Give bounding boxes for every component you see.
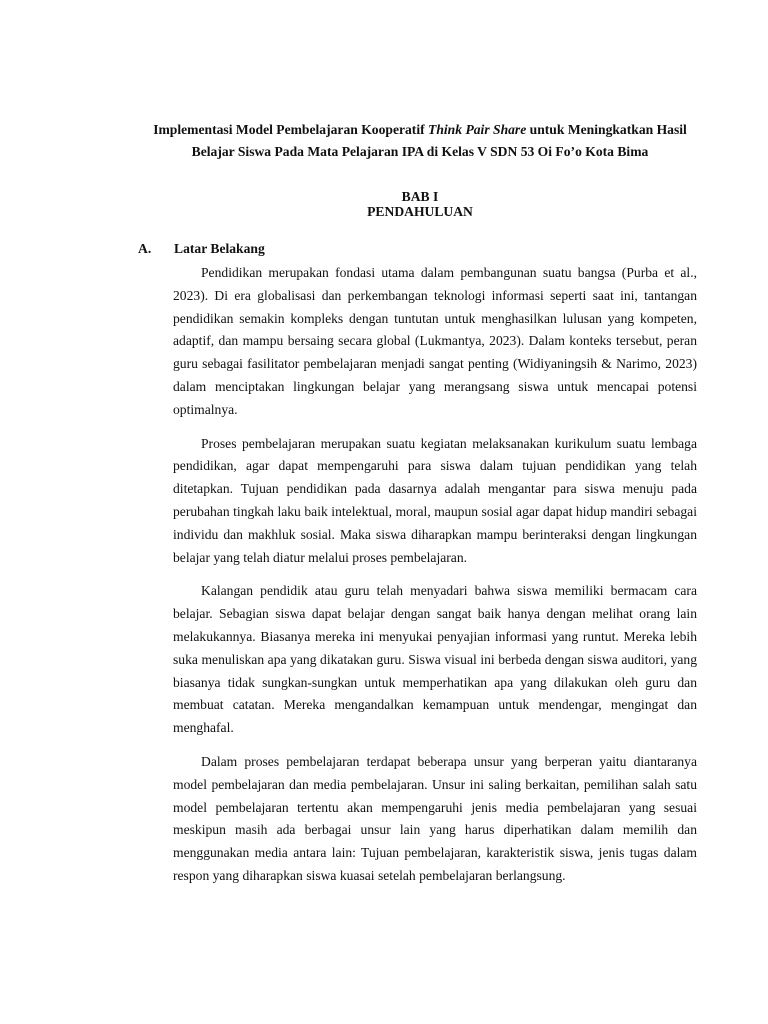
title-text-italic: Think Pair Share — [428, 122, 527, 137]
chapter-heading — [120, 189, 720, 219]
chapter-name: PENDAHULUAN — [367, 204, 473, 219]
title-text-part1: Implementasi Model Pembelajaran Kooperatif — [153, 122, 429, 137]
paragraph: Pendidikan merupakan fondasi utama dalam pembangunan suatu bangsa (Purba et al., 2023). Di era globalisasi dan perkembangan teknologi informasi seperti saat ini, tantangan pendidikan semakin kompleks dengan tuntutan untuk menghasilkan lulusan yang kompeten, adaptif, dan mampu bersaing secara global (Lukmantya, 2023). Dalam konteks tersebut, peran guru sebagai fasilitator pembelajaran menjadi sangat penting (Widiyaningsih & Narimo, 2023) dalam menciptakan lingkungan belajar yang merangsang siswa untuk mencapai potensi optimalnya. — [173, 265, 697, 417]
title-line-2: Belajar Siswa Pada Mata Pelajaran IPA di Kelas V SDN 53 Oi Fo’o Kota Bima — [191, 144, 649, 159]
paragraph: Dalam proses pembelajaran terdapat beberapa unsur yang berperan yaitu diantaranya model pembelajaran dan media pembelajaran. Unsur ini saling berkaitan, pemilihan salah satu model pembelajaran tertentu akan mempengaruhi jenis media pembelajaran yang sesuai meskipun masih ada berbagai unsur lain yang harus diperhatikan dalam memilih dan menggunakan media antara lain: Tujuan pembelajaran, karakteristik siswa, jenis tugas dalam respon yang diharapkan siswa kuasai setelah pembelajaran berlangsung. — [173, 753, 697, 883]
section-title: Latar Belakang — [174, 241, 265, 256]
section-body — [173, 262, 697, 899]
section-heading — [138, 240, 265, 258]
section-number: A. — [138, 241, 152, 256]
title-line-1 — [120, 119, 720, 141]
document-title — [120, 119, 720, 163]
title-text-part2: untuk Meningkatkan Hasil — [526, 122, 687, 137]
chapter-number: BAB I — [401, 189, 439, 204]
paragraph: Proses pembelajaran merupakan suatu kegiatan melaksanakan kurikulum suatu lembaga pendidikan, agar dapat mempengaruhi para siswa dalam tujuan pendidikan yang telah ditetapkan. Tujuan pendidikan pada dasarnya adalah mengantar para siswa menuju pada perubahan tingkah laku baik intelektual, moral, maupun sosial agar dapat hidup mandiri sebagai individu dan makhluk sosial. Maka siswa diharapkan mampu berinteraksi dengan lingkungan belajar yang telah diatur melalui proses pembelajaran. — [173, 435, 697, 565]
paragraph: Kalangan pendidik atau guru telah menyadari bahwa siswa memiliki bermacam cara belajar. Sebagian siswa dapat belajar dengan sangat baik hanya dengan melihat orang lain melakukannya. Biasanya mereka ini menyukai penyajian informasi yang runtut. Mereka lebih suka menuliskan apa yang dikatakan guru. Siswa visual ini berbeda dengan siswa auditori, yang biasanya tidak sungkan-sungkan untuk memperhatikan apa yang dilakukan oleh guru dan membuat catatan. Mereka mengandalkan kemampuan untuk mendengar, mengingat dan menghafal. — [173, 583, 697, 736]
